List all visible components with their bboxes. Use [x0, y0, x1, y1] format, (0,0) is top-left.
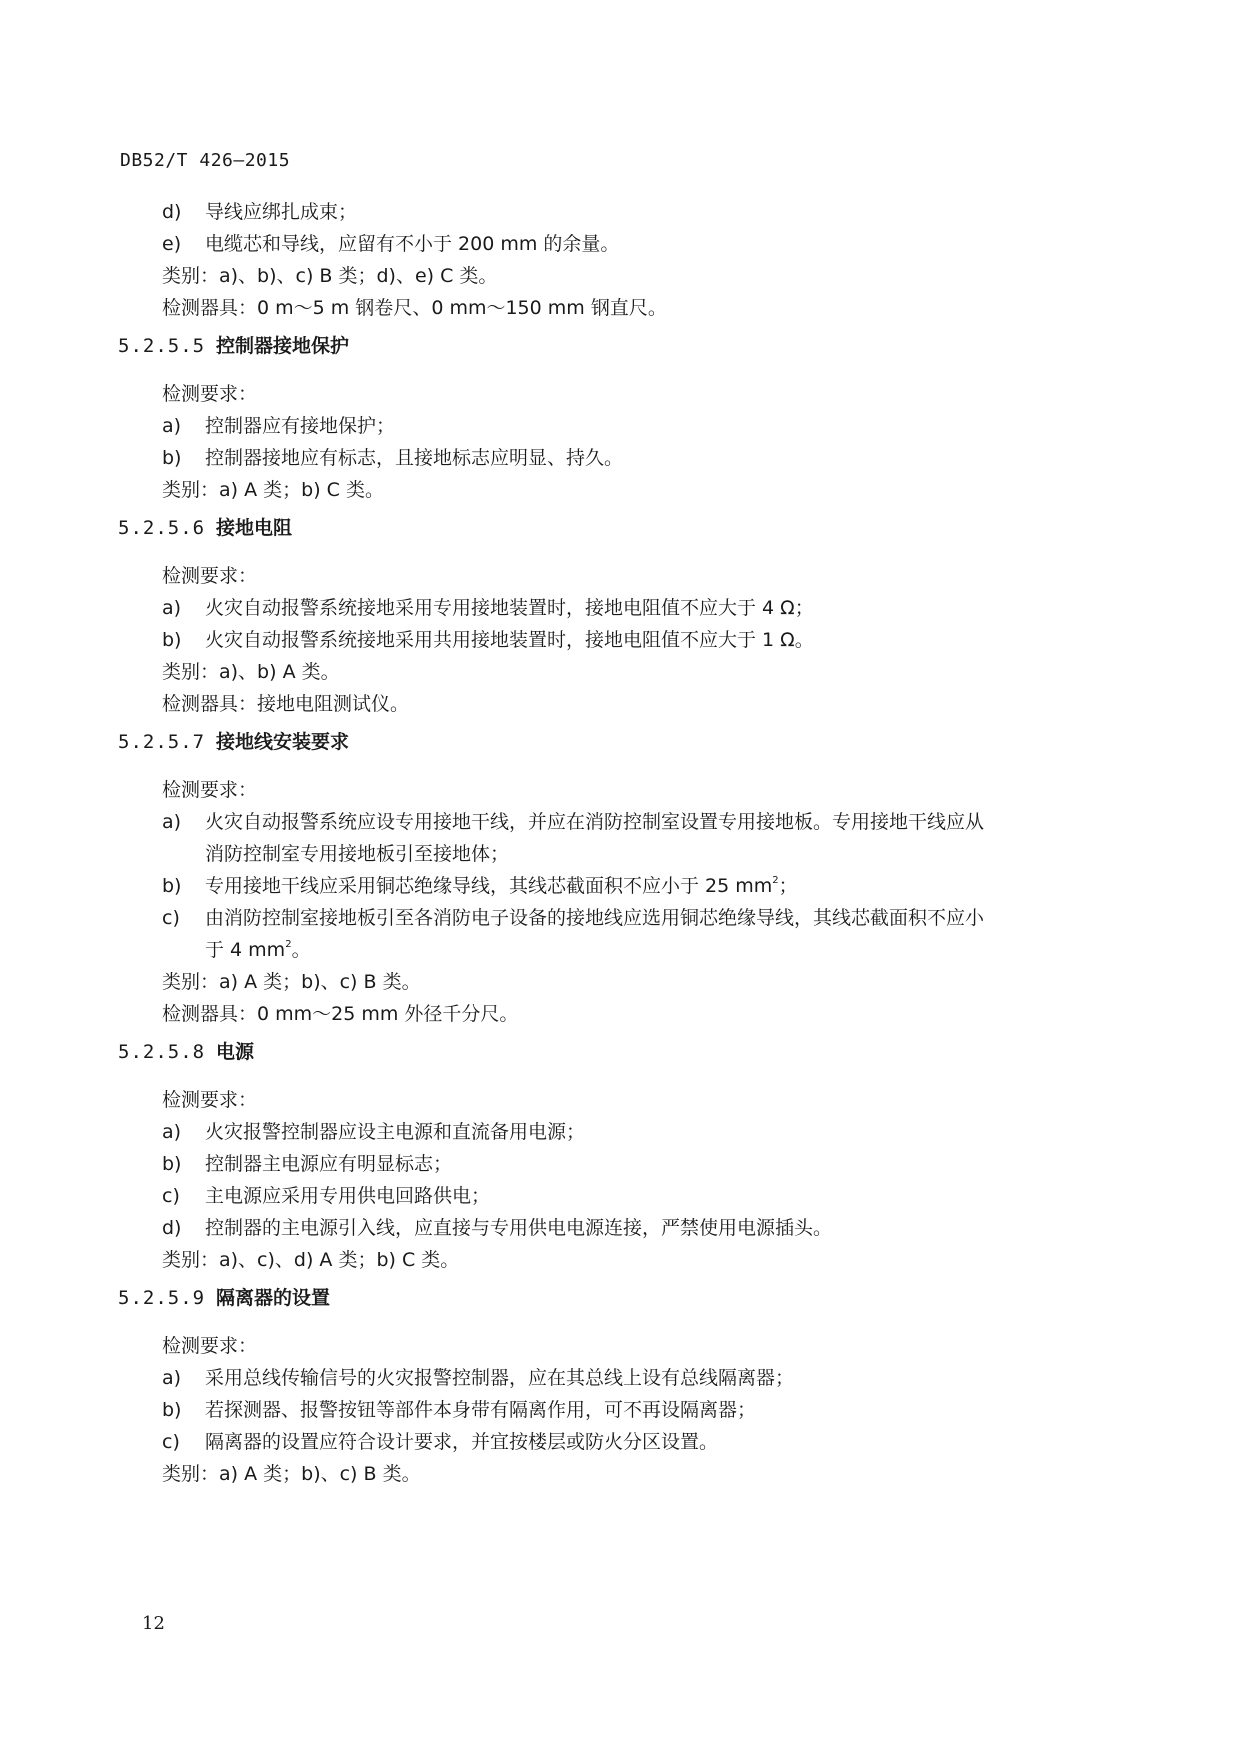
section-heading-5-2-5-5	[118, 330, 1118, 362]
item-text: 火灾自动报警系统接地采用专用接地装置时，接地电阻值不应大于 4 Ω；	[205, 597, 814, 619]
list-item	[118, 1148, 1118, 1180]
category-line: 类别：a) A 类；b)、c) B 类。	[162, 1463, 421, 1485]
superscript: 2	[772, 875, 779, 886]
item-marker: b)	[162, 1399, 182, 1421]
requirements-label: 检测要求：	[162, 1335, 258, 1357]
item-marker: d)	[162, 201, 182, 223]
section-number: 5.2.5.5	[118, 335, 206, 357]
requirements-label: 检测要求：	[162, 383, 258, 405]
item-text-tail: ；	[778, 875, 798, 897]
item-marker: c)	[162, 1431, 180, 1453]
section-number: 5.2.5.7	[118, 731, 206, 753]
list-item	[118, 592, 1118, 624]
item-marker: b)	[162, 1153, 182, 1175]
list-item	[118, 902, 1118, 934]
category-line: 类别：a)、b)、c) B 类；d)、e) C 类。	[162, 265, 498, 287]
requirements-label: 检测要求：	[162, 1089, 258, 1111]
page-number: 12	[142, 1613, 165, 1634]
category-line: 类别：a)、b) A 类。	[162, 661, 340, 683]
item-marker: a)	[162, 1367, 182, 1389]
section-heading-5-2-5-8	[118, 1036, 1118, 1068]
section-title: 隔离器的设置	[216, 1287, 331, 1309]
item-marker: a)	[162, 811, 182, 833]
list-item	[118, 1394, 1118, 1426]
section-title: 接地线安装要求	[216, 731, 350, 753]
item-text	[205, 870, 798, 902]
item-marker: b)	[162, 875, 182, 897]
list-item	[118, 806, 1118, 838]
section-number: 5.2.5.9	[118, 1287, 206, 1309]
item-text-main: 专用接地干线应采用铜芯绝缘导线，其线芯截面积不应小于 25 mm	[205, 875, 773, 897]
item-marker: a)	[162, 1121, 182, 1143]
tools-line: 检测器具：接地电阻测试仪。	[162, 693, 410, 715]
item-text: 控制器应有接地保护；	[205, 415, 396, 437]
item-text: 火灾自动报警系统应设专用接地干线，并应在消防控制室设置专用接地板。专用接地干线应从	[205, 811, 985, 833]
section-number: 5.2.5.6	[118, 517, 206, 539]
item-continuation	[118, 934, 1118, 966]
item-text: 主电源应采用专用供电回路供电；	[205, 1185, 491, 1207]
item-text-main: 于 4 mm	[205, 939, 286, 961]
item-text: 火灾自动报警系统接地采用共用接地装置时，接地电阻值不应大于 1 Ω。	[205, 629, 814, 651]
item-marker: e)	[162, 233, 182, 255]
section-title: 接地电阻	[216, 517, 293, 539]
requirements-label: 检测要求：	[162, 565, 258, 587]
tools-line: 检测器具：0 m～5 m 钢卷尺、0 mm～150 mm 钢直尺。	[162, 297, 667, 319]
section-title: 电源	[216, 1041, 255, 1063]
item-text: 隔离器的设置应符合设计要求，并宜按楼层或防火分区设置。	[205, 1431, 719, 1453]
list-item	[118, 1362, 1118, 1394]
item-marker: d)	[162, 1217, 182, 1239]
item-text: 控制器的主电源引入线，应直接与专用供电电源连接，严禁使用电源插头。	[205, 1217, 833, 1239]
page-content	[118, 196, 1118, 1490]
category-line: 类别：a)、c)、d) A 类；b) C 类。	[162, 1249, 460, 1271]
item-text: 导线应绑扎成束；	[205, 201, 358, 223]
item-text: 控制器主电源应有明显标志；	[205, 1153, 453, 1175]
requirements-label: 检测要求：	[162, 779, 258, 801]
list-item	[118, 1180, 1118, 1212]
superscript: 2	[285, 939, 292, 950]
category-line: 类别：a) A 类；b)、c) B 类。	[162, 971, 421, 993]
section-heading-5-2-5-7	[118, 726, 1118, 758]
item-text: 电缆芯和导线，应留有不小于 200 mm 的余量。	[205, 233, 620, 255]
item-marker: a)	[162, 415, 182, 437]
section-heading-5-2-5-6	[118, 512, 1118, 544]
item-marker: b)	[162, 447, 182, 469]
section-number: 5.2.5.8	[118, 1041, 206, 1063]
item-text: 采用总线传输信号的火灾报警控制器，应在其总线上设有总线隔离器；	[205, 1367, 795, 1389]
list-item	[118, 196, 1118, 228]
item-marker: c)	[162, 907, 180, 929]
list-item	[118, 228, 1118, 260]
item-text: 控制器接地应有标志，且接地标志应明显、持久。	[205, 447, 624, 469]
item-text: 火灾报警控制器应设主电源和直流备用电源；	[205, 1121, 586, 1143]
item-continuation: 消防控制室专用接地板引至接地体；	[205, 843, 510, 865]
item-marker: b)	[162, 629, 182, 651]
section-title: 控制器接地保护	[216, 335, 350, 357]
section-heading-5-2-5-9	[118, 1282, 1118, 1314]
item-text-tail: 。	[291, 939, 311, 961]
list-item	[118, 870, 1118, 902]
list-item	[118, 1116, 1118, 1148]
list-item	[118, 1426, 1118, 1458]
list-item	[118, 442, 1118, 474]
item-marker: c)	[162, 1185, 180, 1207]
item-text: 若探测器、报警按钮等部件本身带有隔离作用，可不再设隔离器；	[205, 1399, 757, 1421]
item-text: 由消防控制室接地板引至各消防电子设备的接地线应选用铜芯绝缘导线，其线芯截面积不应小	[205, 907, 985, 929]
list-item	[118, 624, 1118, 656]
item-marker: a)	[162, 597, 182, 619]
list-item	[118, 1212, 1118, 1244]
category-line: 类别：a) A 类；b) C 类。	[162, 479, 384, 501]
list-item	[118, 410, 1118, 442]
tools-line: 检测器具：0 mm～25 mm 外径千分尺。	[162, 1003, 519, 1025]
document-header: DB52/T 426—2015	[120, 150, 291, 171]
